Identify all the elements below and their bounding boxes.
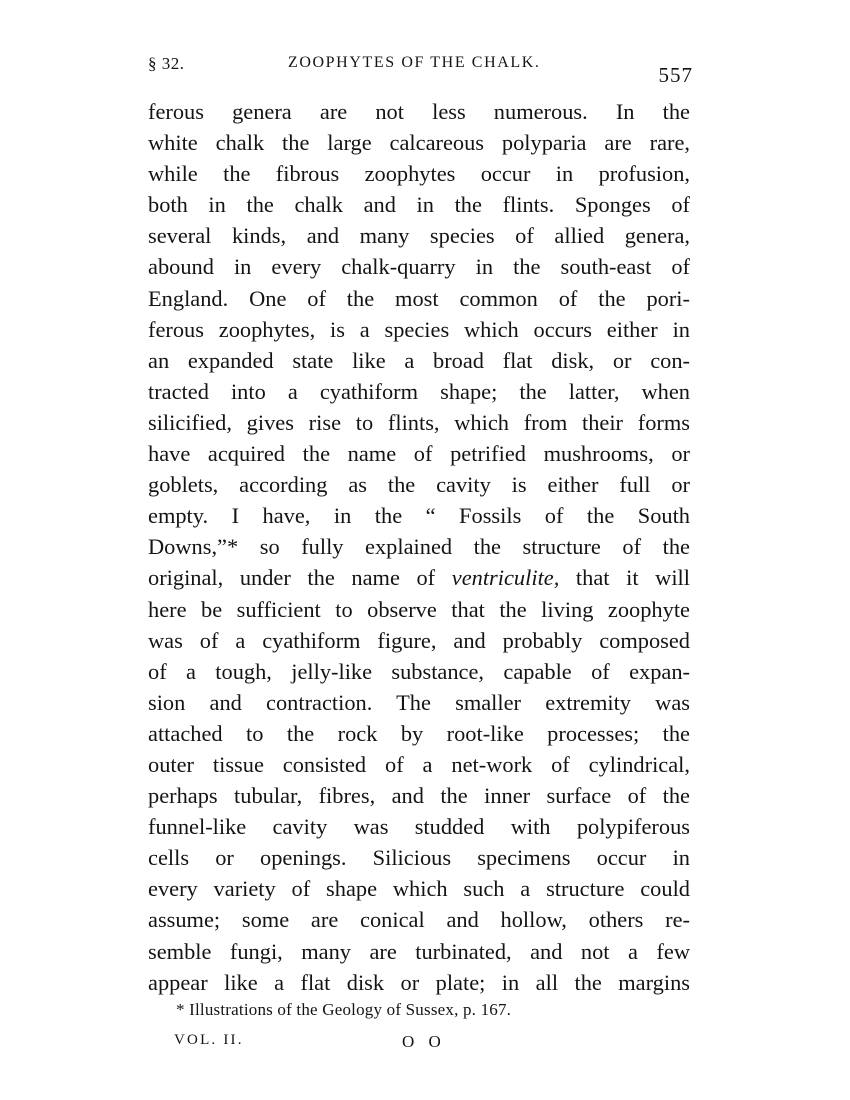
text-line: abound in every chalk-quarry in the south-east of [148, 254, 690, 280]
footnote: * Illustrations of the Geology of Sussex, p. 167. [176, 1000, 512, 1019]
text-line: several kinds, and many species of allied genera, [148, 223, 690, 249]
text-line: was of a cyathiform figure, and probably composed [148, 627, 690, 653]
text-line: of a tough, jelly-like substance, capable of expan- [148, 658, 690, 684]
text-line: here be sufficient to observe that the living zoophyte [148, 596, 690, 622]
text-line: an expanded state like a broad flat disk, or con- [148, 347, 690, 373]
text-line: every variety of shape which such a structure could [148, 876, 690, 902]
running-head [148, 54, 693, 88]
text-line: outer tissue consisted of a net-work of cylindrical, [148, 751, 690, 777]
text-line: both in the chalk and in the flints. Sponges of [148, 192, 690, 218]
text-line: attached to the rock by root-like processes; the [148, 720, 690, 746]
text-line: England. One of the most common of the pori- [148, 285, 690, 311]
text-line: semble fungi, many are turbinated, and not a few [148, 938, 690, 964]
volume-mark: VOL. II. [174, 1032, 244, 1048]
signature-mark: O O [402, 1032, 446, 1051]
body-text [148, 96, 690, 998]
text-line: tracted into a cyathiform shape; the latter, when [148, 378, 690, 404]
text-line: while the fibrous zoophytes occur in profusion, [148, 161, 690, 187]
italic-term: ventriculite, [451, 565, 560, 591]
text-line: have acquired the name of petrified mushrooms, or [148, 441, 690, 467]
text-line: Downs,”* so fully explained the structure of the [148, 534, 690, 560]
text-line: ferous zoophytes, is a species which occurs either in [148, 316, 690, 342]
text-line: assume; some are conical and hollow, others re- [148, 907, 690, 933]
text-run: that it will [559, 565, 690, 591]
page-number: 557 [658, 63, 693, 87]
text-line: empty. I have, in the “ Fossils of the South [148, 503, 690, 529]
running-title: ZOOPHYTES OF THE CHALK. [288, 54, 541, 71]
section-marker: § 32. [148, 54, 185, 73]
text-line: ferous genera are not less numerous. In the [148, 99, 690, 124]
text-line: cells or openings. Silicious specimens occur in [148, 845, 690, 871]
text-run: original, under the name of [148, 565, 452, 591]
text-line: sion and contraction. The smaller extremity was [148, 689, 690, 715]
text-line: funnel-like cavity was studded with polypiferous [148, 814, 690, 840]
text-line: goblets, according as the cavity is either full or [148, 472, 690, 498]
text-line: perhaps tubular, fibres, and the inner surface of the [148, 783, 690, 809]
text-line: white chalk the large calcareous polyparia are rare, [148, 130, 690, 156]
text-line: silicified, gives rise to flints, which from their forms [148, 409, 690, 435]
text-line: appear like a flat disk or plate; in all the margins [148, 969, 690, 995]
text-line-with-italic [148, 562, 690, 593]
